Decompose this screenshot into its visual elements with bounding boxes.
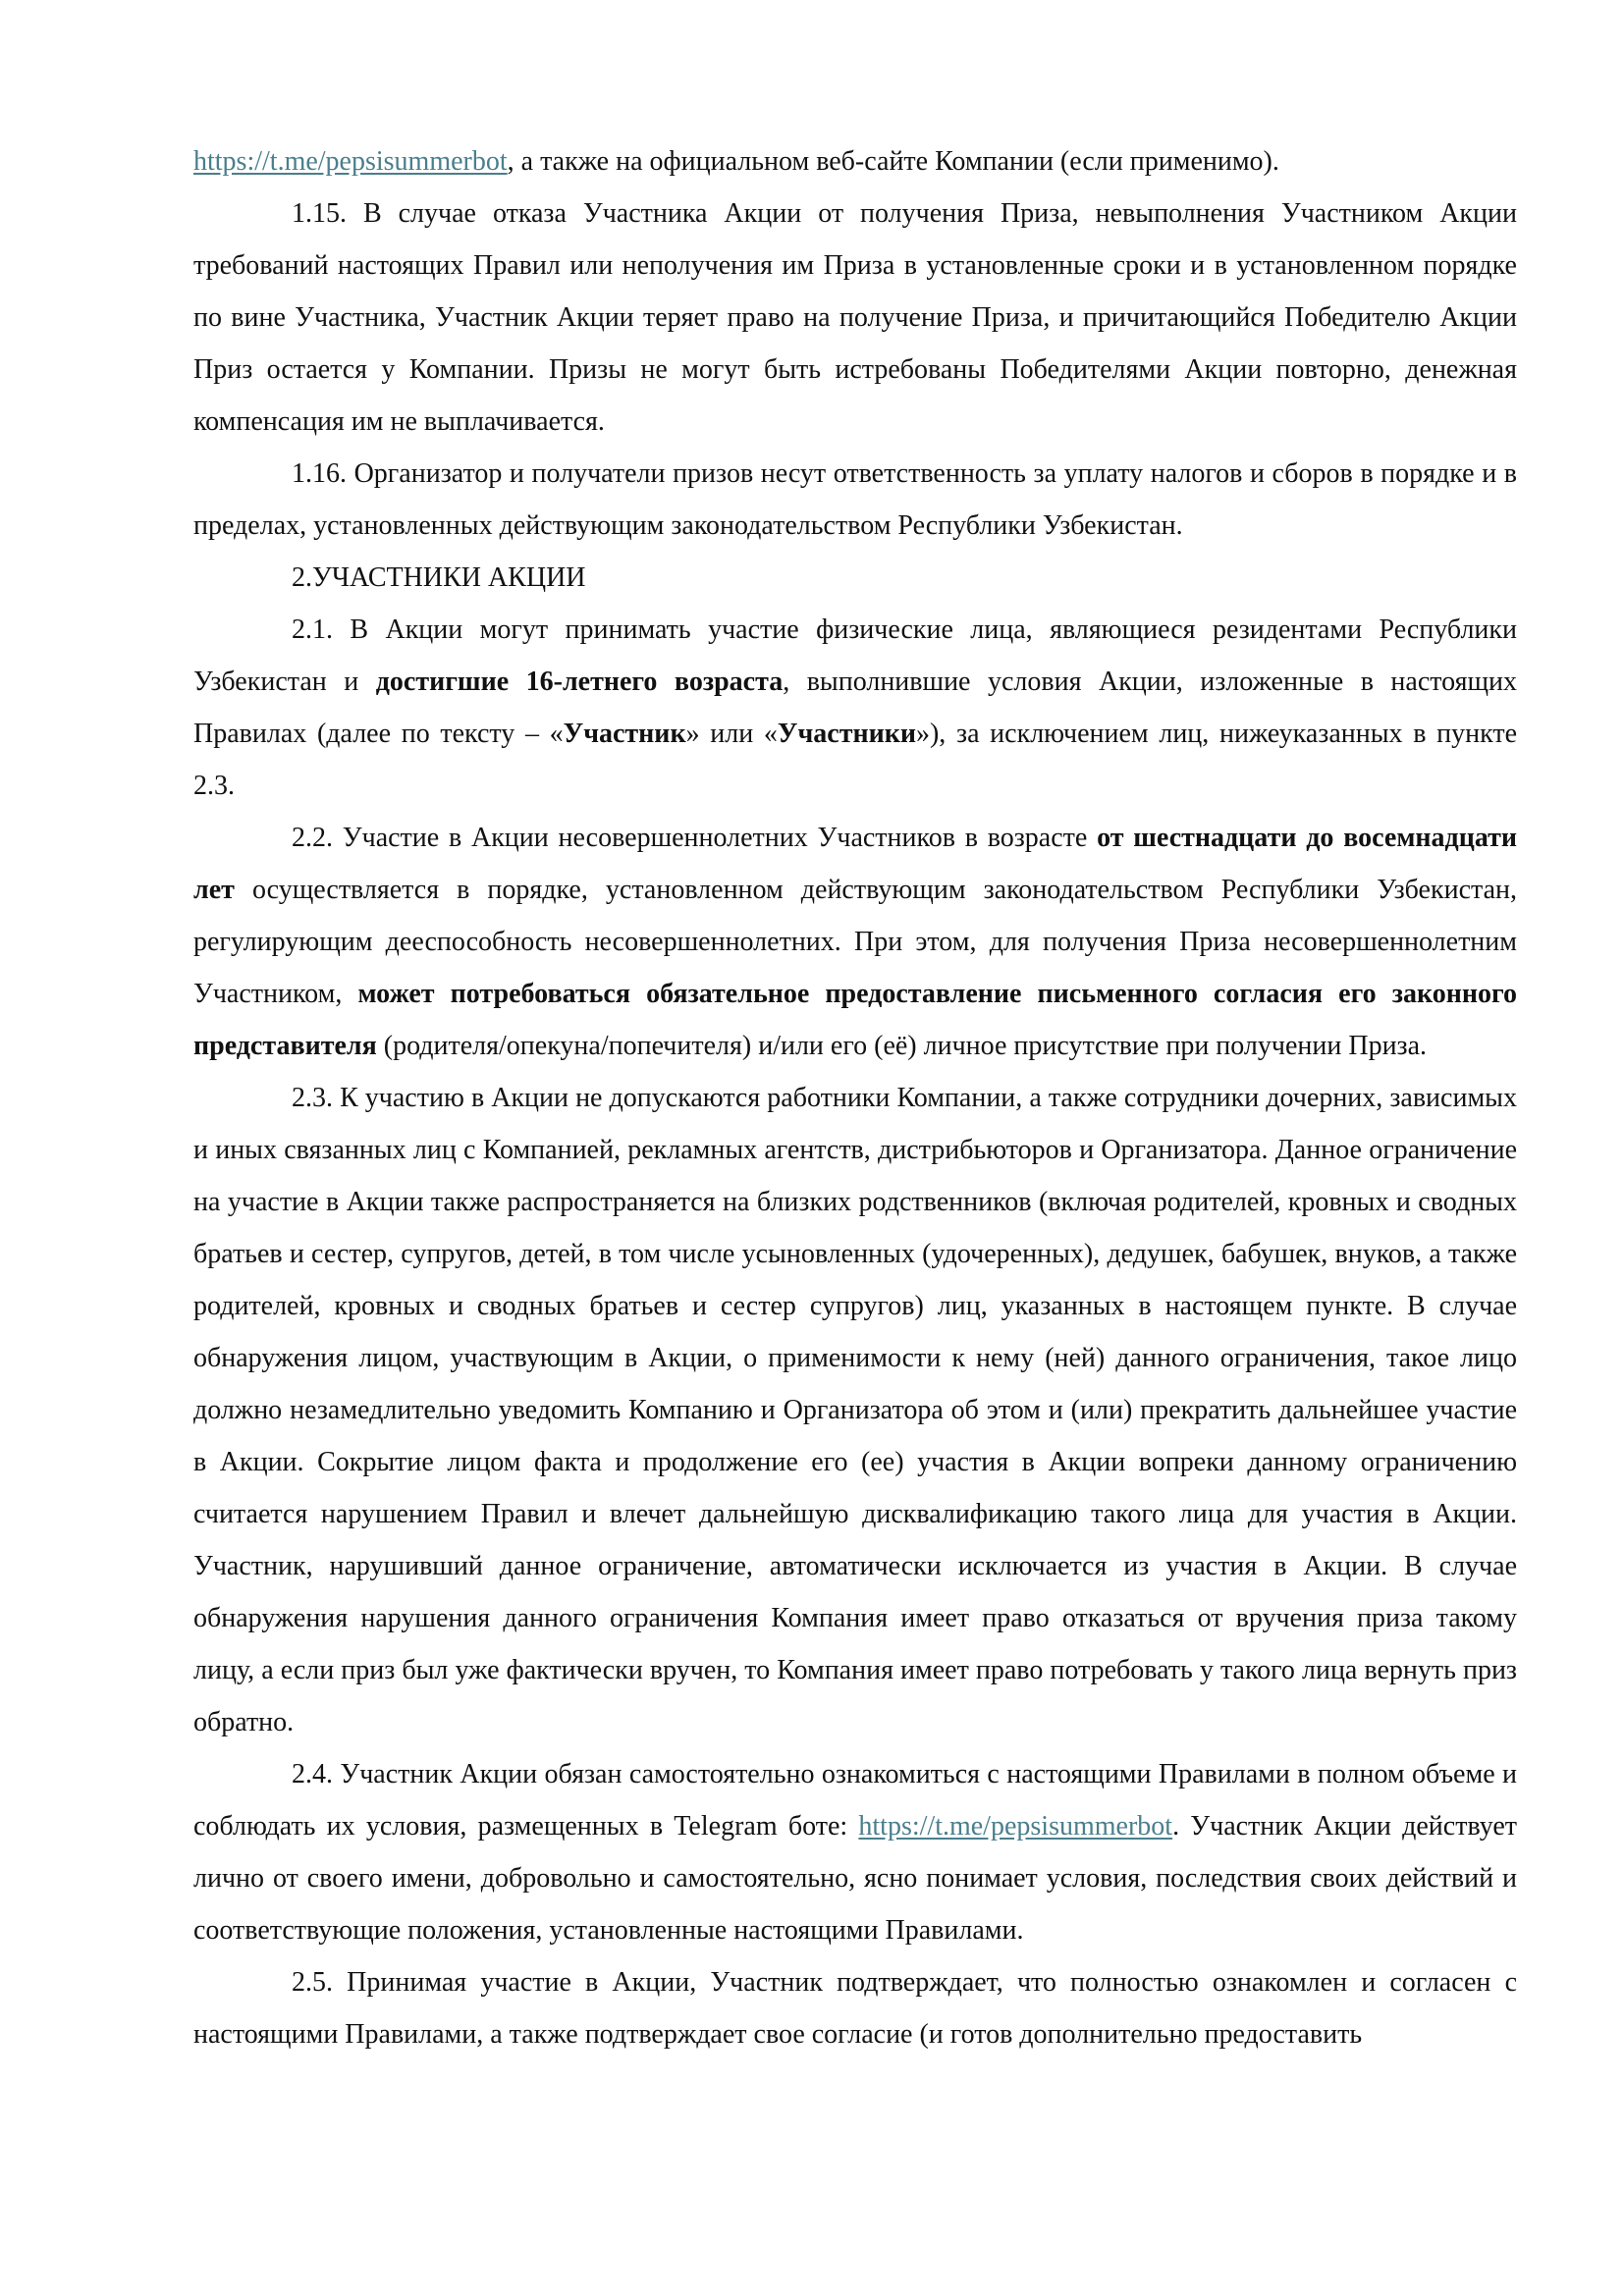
- paragraph-text: 2.4. Участник Акции обязан самостоятельно ознакомиться с настоящими Правилами в полном объеме и соблюдать их условия, размещенных в Telegram боте:: [193, 1759, 1517, 1842]
- paragraph-text: 2.2. Участие в Акции несовершеннолетних Участников в возрасте: [292, 823, 1098, 853]
- section-heading: 2.УЧАСТНИКИ АКЦИИ: [292, 562, 586, 593]
- paragraph-2-3: 2.3. К участию в Акции не допускаются работники Компании, а также сотрудники дочерних, зависимых и иных связанных лиц с Компанией, рекламных агентств, дистрибьюторов и Организатора. Данное ограничение на участие в Акции также распространяется на близких родственников (включая родителей, кровных и сводных братьев и сестер, супругов, детей, в том числе усыновленных (удочеренных), дедушек, бабушек, внуков, а также родителей, кровных и сводных братьев и сестер супругов) лиц, указанных в настоящем пункте. В случае обнаружения лицом, участвующим в Акции, о применимости к нему (ней) данного ограничения, такое лицо должно незамедлительно уведомить Компанию и Организатора об этом и (или) прекратить дальнейшее участие в Акции. Сокрытие лицом факта и продолжение его (ее) участия в Акции вопреки данному ограничению считается нарушением Правил и влечет дальнейшую дисквалификацию такого лица для участия в Акции. Участник, нарушивший данное ограничение, автоматически исключается из участия в Акции. В случае обнаружения нарушения данного ограничения Компания имеет право отказаться от вручения приза такому лицу, а если приз был уже фактически вручен, то Компания имеет право потребовать у такого лица вернуть приз обратно.: [193, 1083, 1517, 1737]
- bold-text: Участники: [777, 719, 916, 749]
- bold-text: достигшие 16-летнего возраста: [375, 667, 784, 697]
- paragraph-2-4: [193, 1748, 1517, 1956]
- paragraph-text: 2.1. В Акции могут принимать участие физические лица, являющиеся резидентами Республики Узбекистан и: [193, 614, 1517, 697]
- paragraph-2-1: [193, 604, 1517, 812]
- telegram-bot-link[interactable]: https://t.me/pepsisummerbot: [858, 1811, 1173, 1842]
- paragraph-text: , выполнившие условия Акции, изложенные в настоящих Правилах (далее по тексту – «: [193, 667, 1518, 749]
- paragraph-text: , а также на официальном веб-сайте Компании (если применимо).: [507, 146, 1279, 177]
- document-page: [193, 135, 1517, 2060]
- bold-text: может потребоваться обязательное предоставление письменного согласия его законного представителя: [193, 979, 1517, 1061]
- paragraph-text: . Участник Акции действует лично от своего имени, добровольно и самостоятельно, ясно понимает условия, последствия своих действий и соответствующие положения, установленные настоящими Правилами.: [193, 1811, 1518, 1946]
- bold-text: от шестнадцати до восемнадцати лет: [193, 823, 1517, 905]
- paragraph-text: (родителя/опекуна/попечителя) и/или его (её) личное присутствие при получении Приза.: [376, 1031, 1428, 1061]
- telegram-bot-link[interactable]: https://t.me/pepsisummerbot: [193, 146, 508, 177]
- bold-text: Участник: [563, 719, 686, 749]
- paragraph-1-16: 1.16. Организатор и получатели призов несут ответственность за уплату налогов и сборов в порядке и в пределах, установленных действующим законодательством Республики Узбекистан.: [193, 458, 1517, 541]
- paragraph-2-2: [193, 812, 1517, 1072]
- paragraph-1-15: 1.15. В случае отказа Участника Акции от получения Приза, невыполнения Участником Акции требований настоящих Правил или неполучения им Приза в установленные сроки и в установленном порядке по вине Участника, Участник Акции теряет право на получение Приза, и причитающийся Победителю Акции Приз остается у Компании. Призы не могут быть истребованы Победителями Акции повторно, денежная компенсация им не выплачивается.: [193, 198, 1517, 437]
- paragraph-continuation: [193, 135, 1517, 187]
- paragraph-text: »), за исключением лиц, нижеуказанных в пункте 2.3.: [193, 719, 1518, 801]
- paragraph-2-5: 2.5. Принимая участие в Акции, Участник подтверждает, что полностью ознакомлен и согласен с настоящими Правилами, а также подтверждает свое согласие (и готов дополнительно предоставить: [193, 1967, 1517, 2050]
- paragraph-text: » или «: [685, 719, 778, 749]
- paragraph-text: осуществляется в порядке, установленном действующим законодательством Республики Узбекистан, регулирующим дееспособность несовершеннолетних. При этом, для получения Приза несовершеннолетним Участником,: [193, 875, 1517, 1009]
